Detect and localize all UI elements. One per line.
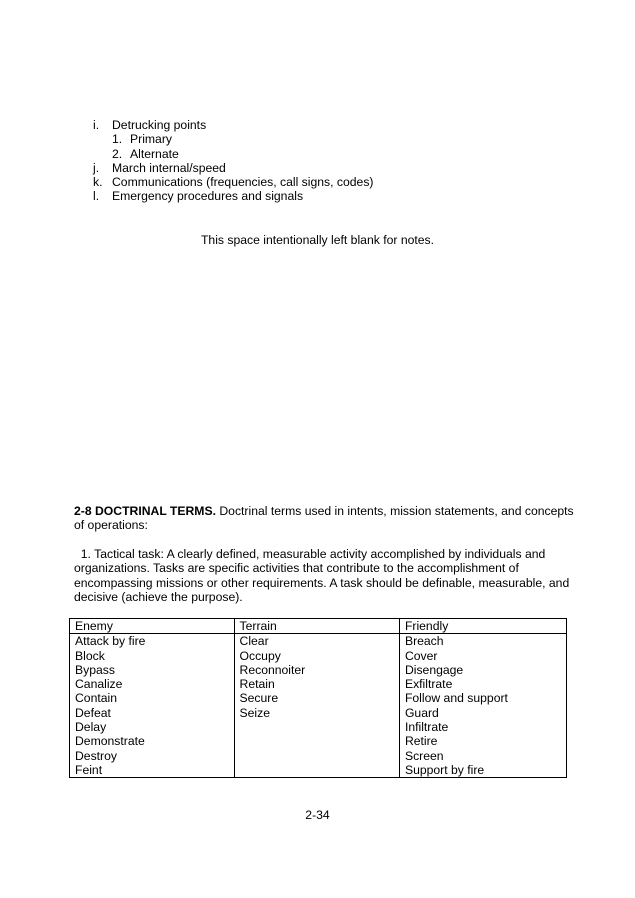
table-cell: Infiltrate: [399, 720, 566, 734]
table-cell: Occupy: [234, 649, 399, 663]
table-cell: Breach: [399, 634, 566, 649]
table-cell: Bypass: [70, 663, 235, 677]
list-text: Alternate: [130, 146, 179, 161]
table-cell: Contain: [70, 691, 235, 705]
table-cell: Reconnoiter: [234, 663, 399, 677]
list-text: March internal/speed: [112, 160, 226, 175]
table-cell: [234, 749, 399, 763]
table-cell: Demonstrate: [70, 734, 235, 748]
table-cell: Disengage: [399, 663, 566, 677]
table-cell: Retire: [399, 734, 566, 748]
list-text: Emergency procedures and signals: [112, 189, 304, 204]
table-row: [70, 691, 567, 705]
table-cell: Cover: [399, 649, 566, 663]
list-text: Primary: [130, 132, 172, 147]
list-item: [93, 147, 493, 161]
table-cell: Secure: [234, 691, 399, 705]
table-cell: Guard: [399, 706, 566, 720]
list-marker: k.: [93, 175, 103, 190]
table-cell: Retain: [234, 677, 399, 691]
list-item: [93, 189, 493, 203]
table-cell: Follow and support: [399, 691, 566, 705]
list-text: Detrucking points: [112, 118, 207, 132]
list-item: [93, 161, 493, 175]
table-cell: [234, 734, 399, 748]
list-text: Communications (frequencies, call signs, codes): [112, 175, 374, 190]
table-row: [70, 763, 567, 778]
list-marker: j.: [93, 160, 100, 175]
doctrinal-terms-table: [69, 618, 567, 778]
list-item: [93, 132, 493, 146]
column-header-friendly: Friendly: [399, 619, 566, 634]
table-cell: Screen: [399, 749, 566, 763]
table-cell: Delay: [70, 720, 235, 734]
table-cell: Destroy: [70, 749, 235, 763]
table-cell: [234, 763, 399, 778]
table-row: [70, 734, 567, 748]
section-intro-text: Doctrinal terms used in intents, mission statements, and concepts of operations:: [74, 504, 574, 533]
table-row: [70, 720, 567, 734]
tactical-task-text: 1. Tactical task: A clearly defined, measurable activity accomplished by individuals and organizations. Tasks are specific activities that contribute to the accomplishment of encompassing missions or other requirements. A task should be definable, measurable, and decisive (achieve the purpose).: [74, 547, 570, 604]
table-cell: Feint: [70, 763, 235, 778]
table-cell: Canalize: [70, 677, 235, 691]
page-number: 2-34: [305, 808, 330, 822]
table-row: [70, 649, 567, 663]
table-header-row: [70, 619, 567, 634]
table-row: [70, 749, 567, 763]
table-cell: Block: [70, 649, 235, 663]
list-item: [93, 118, 493, 132]
section-heading: 2-8 DOCTRINAL TERMS.: [74, 504, 216, 518]
table-row: [70, 677, 567, 691]
list-item: [93, 175, 493, 189]
section-intro: [74, 504, 574, 533]
list-marker: l.: [93, 189, 100, 204]
table-cell: Exfiltrate: [399, 677, 566, 691]
column-header-terrain: Terrain: [234, 619, 399, 634]
table-row: [70, 706, 567, 720]
table-cell: Seize: [234, 706, 399, 720]
table-cell: Defeat: [70, 706, 235, 720]
tactical-task-paragraph: [74, 547, 574, 604]
table-cell: Support by fire: [399, 763, 566, 778]
list-marker: i.: [93, 118, 100, 132]
table-row: [70, 663, 567, 677]
column-header-enemy: Enemy: [70, 619, 235, 634]
table-row: [70, 634, 567, 649]
table-cell: Attack by fire: [70, 634, 235, 649]
outline-list: [93, 118, 493, 204]
list-marker: 2.: [112, 146, 123, 161]
notes-placeholder-text: This space intentionally left blank for notes.: [200, 233, 435, 247]
table-cell: [234, 720, 399, 734]
table-cell: Clear: [234, 634, 399, 649]
list-marker: 1.: [112, 132, 123, 147]
